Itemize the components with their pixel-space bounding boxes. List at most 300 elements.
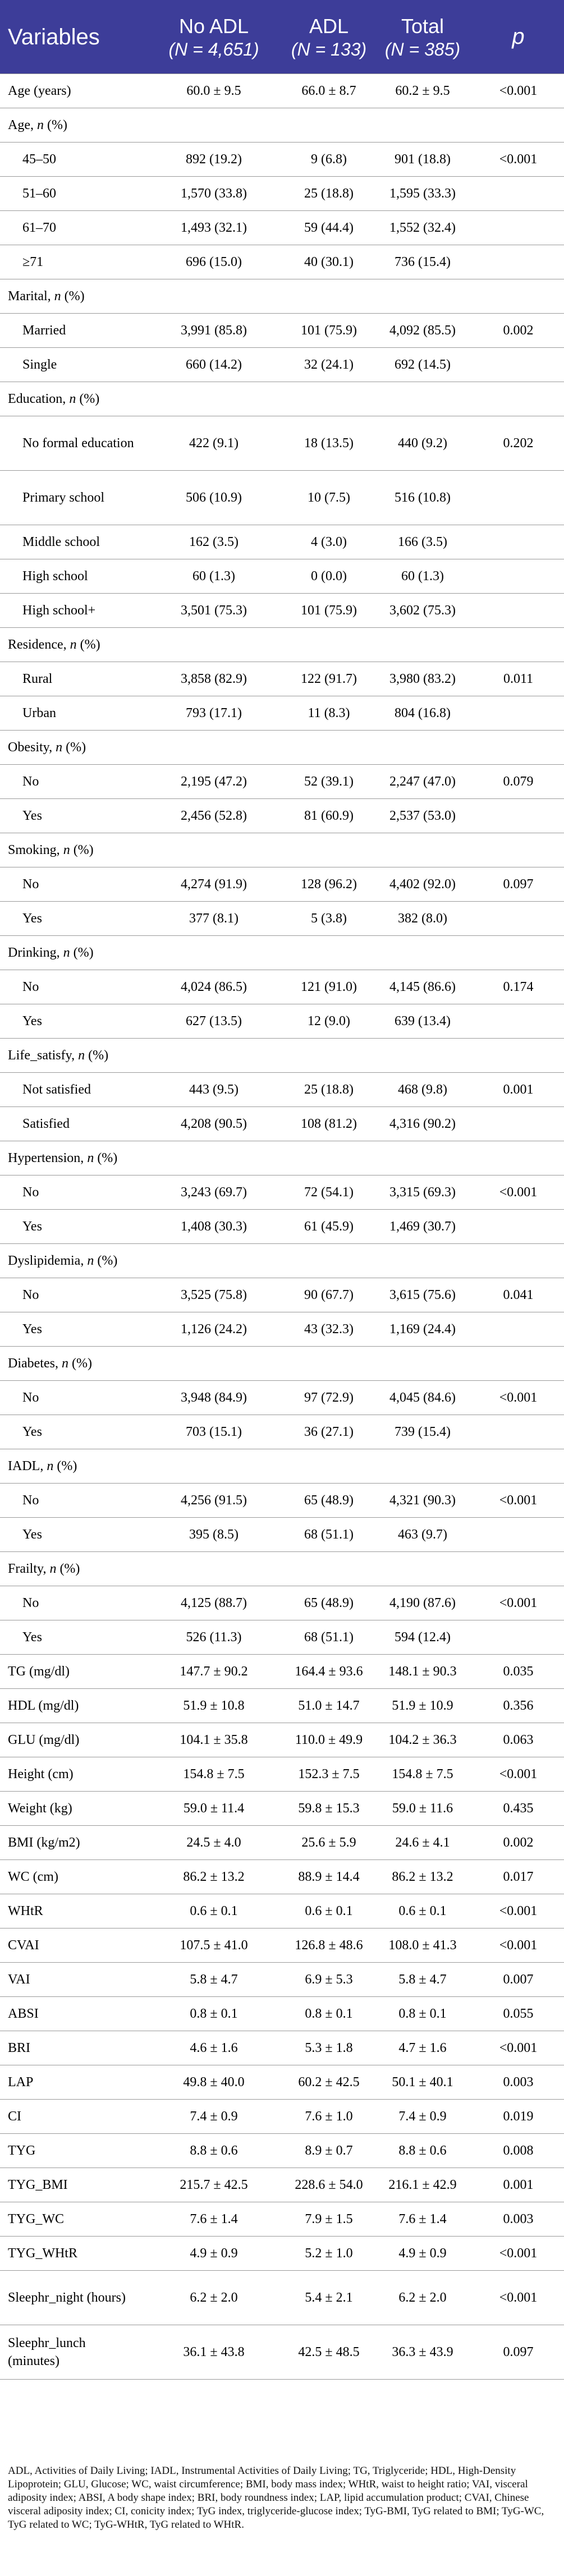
row-label: Yes	[0, 1004, 143, 1039]
row-label: Yes	[0, 1620, 143, 1655]
cell-adl: 88.9 ± 14.4	[285, 1860, 373, 1894]
table-row	[0, 696, 564, 731]
table-row	[0, 1484, 564, 1518]
header-adl	[285, 0, 373, 74]
cell-adl: 68 (51.1)	[285, 1518, 373, 1552]
header-total-n: (N = 385)	[384, 39, 461, 59]
cell-no-adl: 3,501 (75.3)	[143, 594, 285, 628]
row-label: No	[0, 1586, 143, 1620]
cell-adl: 36 (27.1)	[285, 1415, 373, 1449]
cell-no-adl: 3,948 (84.9)	[143, 1381, 285, 1415]
cell-adl: 121 (91.0)	[285, 970, 373, 1004]
section-label: Residence, n (%)	[0, 628, 564, 662]
table-row	[0, 143, 564, 177]
row-label: HDL (mg/dl)	[0, 1689, 143, 1723]
cell-total: 4.7 ± 1.6	[373, 2031, 473, 2065]
cell-adl: 65 (48.9)	[285, 1586, 373, 1620]
row-label: Yes	[0, 1415, 143, 1449]
cell-adl: 90 (67.7)	[285, 1278, 373, 1312]
table-row	[0, 1210, 564, 1244]
cell-p-value: 0.063	[473, 1723, 564, 1757]
cell-no-adl: 422 (9.1)	[143, 416, 285, 471]
cell-p-value: <0.001	[473, 1175, 564, 1210]
row-label: TYG_WC	[0, 2202, 143, 2237]
row-label: ≥71	[0, 245, 143, 279]
cell-total: 104.2 ± 36.3	[373, 1723, 473, 1757]
cell-p-value	[473, 902, 564, 936]
cell-total: 516 (10.8)	[373, 471, 473, 525]
table-row	[0, 1004, 564, 1039]
cell-adl: 59.8 ± 15.3	[285, 1792, 373, 1826]
cell-total: 50.1 ± 40.1	[373, 2065, 473, 2100]
cell-total: 5.8 ± 4.7	[373, 1963, 473, 1997]
row-label: BRI	[0, 2031, 143, 2065]
cell-p-value	[473, 525, 564, 559]
section-row	[0, 833, 564, 867]
section-row	[0, 1552, 564, 1586]
cell-p-value: 0.097	[473, 867, 564, 902]
cell-no-adl: 4.9 ± 0.9	[143, 2237, 285, 2271]
table-row	[0, 1928, 564, 1963]
cell-no-adl: 4,125 (88.7)	[143, 1586, 285, 1620]
cell-no-adl: 49.8 ± 40.0	[143, 2065, 285, 2100]
table-row	[0, 471, 564, 525]
cell-p-value: <0.001	[473, 1381, 564, 1415]
cell-p-value: <0.001	[473, 143, 564, 177]
cell-adl: 6.9 ± 5.3	[285, 1963, 373, 1997]
cell-adl: 126.8 ± 48.6	[285, 1928, 373, 1963]
cell-total: 6.2 ± 2.0	[373, 2271, 473, 2325]
section-label: Hypertension, n (%)	[0, 1141, 564, 1175]
table-row	[0, 2271, 564, 2325]
row-label: Yes	[0, 1312, 143, 1347]
cell-adl: 228.6 ± 54.0	[285, 2168, 373, 2202]
cell-no-adl: 1,570 (33.8)	[143, 177, 285, 211]
cell-p-value: 0.041	[473, 1278, 564, 1312]
cell-adl: 0.8 ± 0.1	[285, 1997, 373, 2031]
cell-total: 2,537 (53.0)	[373, 799, 473, 833]
cell-adl: 101 (75.9)	[285, 594, 373, 628]
cell-adl: 5.3 ± 1.8	[285, 2031, 373, 2065]
cell-no-adl: 395 (8.5)	[143, 1518, 285, 1552]
cell-p-value: 0.202	[473, 416, 564, 471]
table-row	[0, 211, 564, 245]
cell-no-adl: 86.2 ± 13.2	[143, 1860, 285, 1894]
table-row	[0, 2202, 564, 2237]
cell-p-value	[473, 1620, 564, 1655]
cell-adl: 25 (18.8)	[285, 1073, 373, 1107]
section-label: Life_satisfy, n (%)	[0, 1039, 564, 1073]
row-label: GLU (mg/dl)	[0, 1723, 143, 1757]
cell-total: 154.8 ± 7.5	[373, 1757, 473, 1792]
section-row	[0, 936, 564, 970]
cell-adl: 81 (60.9)	[285, 799, 373, 833]
cell-no-adl: 60 (1.3)	[143, 559, 285, 594]
cell-total: 3,980 (83.2)	[373, 662, 473, 696]
row-label: Sleephr_night (hours)	[0, 2271, 143, 2325]
cell-no-adl: 4,208 (90.5)	[143, 1107, 285, 1141]
row-label: ABSI	[0, 1997, 143, 2031]
cell-p-value: 0.017	[473, 1860, 564, 1894]
row-label: No	[0, 1484, 143, 1518]
cell-p-value: <0.001	[473, 1586, 564, 1620]
cell-adl: 0.6 ± 0.1	[285, 1894, 373, 1928]
section-row	[0, 279, 564, 314]
cell-adl: 164.4 ± 93.6	[285, 1655, 373, 1689]
cell-total: 4,402 (92.0)	[373, 867, 473, 902]
cell-adl: 5.4 ± 2.1	[285, 2271, 373, 2325]
cell-no-adl: 24.5 ± 4.0	[143, 1826, 285, 1860]
cell-adl: 4 (3.0)	[285, 525, 373, 559]
cell-total: 4,092 (85.5)	[373, 314, 473, 348]
cell-total: 8.8 ± 0.6	[373, 2134, 473, 2168]
header-p-label: p	[512, 24, 525, 49]
cell-adl: 59 (44.4)	[285, 211, 373, 245]
cell-total: 440 (9.2)	[373, 416, 473, 471]
cell-no-adl: 526 (11.3)	[143, 1620, 285, 1655]
table-row	[0, 1792, 564, 1826]
cell-p-value: 0.011	[473, 662, 564, 696]
cell-total: 901 (18.8)	[373, 143, 473, 177]
cell-p-value: 0.002	[473, 1826, 564, 1860]
table-row	[0, 1860, 564, 1894]
cell-p-value: 0.356	[473, 1689, 564, 1723]
cell-adl: 32 (24.1)	[285, 348, 373, 382]
table-footnote: ADL, Activities of Daily Living; IADL, Instrumental Activities of Daily Living; TG, Triglyceride; HDL, High-Density Lipoprotein; GLU, Glucose; WC, waist circumference; BMI, body mass index; WHtR, waist to height ratio; VAI, visceral adiposity index; ABSI, A body shape index; BRI, body roundness index; LAP, lipid accumulation product; CVAI, Chinese visceral adiposity index; CI, conicity index; TyG index, triglyceride-glucose index; TyG-BMI, TyG related to BMI; TyG-WC, TyG related to WC; TyG-WHtR, TyG related to WHtR.	[8, 2465, 544, 2531]
row-label: TG (mg/dl)	[0, 1655, 143, 1689]
table-body	[0, 74, 564, 2380]
cell-adl: 152.3 ± 7.5	[285, 1757, 373, 1792]
cell-p-value: 0.007	[473, 1963, 564, 1997]
cell-no-adl: 2,456 (52.8)	[143, 799, 285, 833]
row-label: LAP	[0, 2065, 143, 2100]
cell-no-adl: 506 (10.9)	[143, 471, 285, 525]
cell-adl: 8.9 ± 0.7	[285, 2134, 373, 2168]
cell-total: 804 (16.8)	[373, 696, 473, 731]
table-row	[0, 2168, 564, 2202]
cell-p-value: 0.174	[473, 970, 564, 1004]
cell-no-adl: 7.6 ± 1.4	[143, 2202, 285, 2237]
table-row	[0, 1757, 564, 1792]
cell-p-value: <0.001	[473, 74, 564, 108]
table-row	[0, 1107, 564, 1141]
header-no-adl-label: No ADL	[178, 14, 249, 38]
cell-total: 148.1 ± 90.3	[373, 1655, 473, 1689]
row-label: Height (cm)	[0, 1757, 143, 1792]
cell-total: 4,045 (84.6)	[373, 1381, 473, 1415]
cell-no-adl: 696 (15.0)	[143, 245, 285, 279]
row-label: Single	[0, 348, 143, 382]
header-no-adl-n: (N = 4,651)	[168, 39, 259, 59]
cell-adl: 128 (96.2)	[285, 867, 373, 902]
cell-no-adl: 5.8 ± 4.7	[143, 1963, 285, 1997]
cell-adl: 25 (18.8)	[285, 177, 373, 211]
table-row	[0, 348, 564, 382]
cell-p-value	[473, 245, 564, 279]
row-label: 45–50	[0, 143, 143, 177]
table-row	[0, 1723, 564, 1757]
table-row	[0, 1175, 564, 1210]
cell-p-value	[473, 348, 564, 382]
cell-total: 594 (12.4)	[373, 1620, 473, 1655]
table-row	[0, 416, 564, 471]
cell-no-adl: 3,991 (85.8)	[143, 314, 285, 348]
row-label: Sleephr_lunch (minutes)	[0, 2325, 143, 2380]
cell-total: 4,145 (86.6)	[373, 970, 473, 1004]
cell-adl: 110.0 ± 49.9	[285, 1723, 373, 1757]
cell-no-adl: 6.2 ± 2.0	[143, 2271, 285, 2325]
cell-adl: 42.5 ± 48.5	[285, 2325, 373, 2380]
row-label: WC (cm)	[0, 1860, 143, 1894]
row-label: No formal education	[0, 416, 143, 471]
table-row	[0, 245, 564, 279]
cell-p-value	[473, 177, 564, 211]
cell-total: 1,469 (30.7)	[373, 1210, 473, 1244]
cell-adl: 5.2 ± 1.0	[285, 2237, 373, 2271]
cell-adl: 7.9 ± 1.5	[285, 2202, 373, 2237]
row-label: Yes	[0, 902, 143, 936]
cell-total: 60 (1.3)	[373, 559, 473, 594]
header-p	[473, 0, 564, 74]
row-label: Weight (kg)	[0, 1792, 143, 1826]
cell-total: 0.6 ± 0.1	[373, 1894, 473, 1928]
cell-p-value: 0.035	[473, 1655, 564, 1689]
cell-total: 463 (9.7)	[373, 1518, 473, 1552]
section-row	[0, 1141, 564, 1175]
cell-adl: 11 (8.3)	[285, 696, 373, 731]
cell-no-adl: 892 (19.2)	[143, 143, 285, 177]
cell-no-adl: 1,493 (32.1)	[143, 211, 285, 245]
cell-p-value	[473, 1518, 564, 1552]
table-row	[0, 799, 564, 833]
cell-no-adl: 660 (14.2)	[143, 348, 285, 382]
row-label: Primary school	[0, 471, 143, 525]
row-label: VAI	[0, 1963, 143, 1997]
cell-total: 736 (15.4)	[373, 245, 473, 279]
table-row	[0, 2325, 564, 2380]
cell-p-value: <0.001	[473, 1757, 564, 1792]
table-row	[0, 1518, 564, 1552]
row-label: High school	[0, 559, 143, 594]
table-row	[0, 594, 564, 628]
cell-total: 639 (13.4)	[373, 1004, 473, 1039]
section-row	[0, 731, 564, 765]
cell-p-value: 0.003	[473, 2065, 564, 2100]
cell-total: 4,316 (90.2)	[373, 1107, 473, 1141]
row-label: TYG_WHtR	[0, 2237, 143, 2271]
table-row	[0, 2100, 564, 2134]
cell-p-value: 0.003	[473, 2202, 564, 2237]
header-no-adl	[143, 0, 285, 74]
cell-p-value	[473, 1312, 564, 1347]
row-label: Yes	[0, 1518, 143, 1552]
table-row	[0, 1586, 564, 1620]
section-label: Obesity, n (%)	[0, 731, 564, 765]
row-label: Middle school	[0, 525, 143, 559]
table-row	[0, 74, 564, 108]
cell-p-value: <0.001	[473, 2237, 564, 2271]
cell-total: 3,315 (69.3)	[373, 1175, 473, 1210]
section-row	[0, 628, 564, 662]
section-label: Dyslipidemia, n (%)	[0, 1244, 564, 1278]
row-label: Rural	[0, 662, 143, 696]
cell-total: 3,615 (75.6)	[373, 1278, 473, 1312]
cell-adl: 60.2 ± 42.5	[285, 2065, 373, 2100]
cell-no-adl: 59.0 ± 11.4	[143, 1792, 285, 1826]
cell-total: 24.6 ± 4.1	[373, 1826, 473, 1860]
cell-p-value: 0.097	[473, 2325, 564, 2380]
table-row	[0, 314, 564, 348]
cell-total: 1,595 (33.3)	[373, 177, 473, 211]
table-row	[0, 1312, 564, 1347]
table-header	[0, 0, 564, 74]
row-label: Married	[0, 314, 143, 348]
cell-no-adl: 4.6 ± 1.6	[143, 2031, 285, 2065]
header-total-label: Total	[401, 14, 444, 38]
cell-adl: 61 (45.9)	[285, 1210, 373, 1244]
table-row	[0, 1963, 564, 1997]
header-adl-label: ADL	[309, 14, 349, 38]
cell-total: 86.2 ± 13.2	[373, 1860, 473, 1894]
cell-adl: 68 (51.1)	[285, 1620, 373, 1655]
cell-adl: 65 (48.9)	[285, 1484, 373, 1518]
cell-no-adl: 107.5 ± 41.0	[143, 1928, 285, 1963]
section-row	[0, 1347, 564, 1381]
table-row	[0, 1997, 564, 2031]
cell-adl: 9 (6.8)	[285, 143, 373, 177]
cell-no-adl: 162 (3.5)	[143, 525, 285, 559]
header-adl-n: (N = 133)	[291, 39, 367, 59]
row-label: CI	[0, 2100, 143, 2134]
cell-adl: 72 (54.1)	[285, 1175, 373, 1210]
row-label: No	[0, 765, 143, 799]
cell-no-adl: 4,274 (91.9)	[143, 867, 285, 902]
table-row	[0, 1073, 564, 1107]
cell-total: 166 (3.5)	[373, 525, 473, 559]
cell-adl: 52 (39.1)	[285, 765, 373, 799]
cell-no-adl: 1,408 (30.3)	[143, 1210, 285, 1244]
row-label: BMI (kg/m2)	[0, 1826, 143, 1860]
cell-p-value: 0.001	[473, 2168, 564, 2202]
table-row	[0, 1655, 564, 1689]
table-row	[0, 2031, 564, 2065]
section-label: Education, n (%)	[0, 382, 564, 416]
cell-p-value	[473, 1004, 564, 1039]
row-label: TYG_BMI	[0, 2168, 143, 2202]
cell-no-adl: 2,195 (47.2)	[143, 765, 285, 799]
cell-p-value: 0.002	[473, 314, 564, 348]
cell-no-adl: 627 (13.5)	[143, 1004, 285, 1039]
cell-total: 468 (9.8)	[373, 1073, 473, 1107]
table-row	[0, 1278, 564, 1312]
table-row	[0, 1826, 564, 1860]
cell-adl: 97 (72.9)	[285, 1381, 373, 1415]
table-row	[0, 867, 564, 902]
section-row	[0, 1244, 564, 1278]
cell-p-value	[473, 471, 564, 525]
cell-no-adl: 4,256 (91.5)	[143, 1484, 285, 1518]
header-total	[373, 0, 473, 74]
row-label: TYG	[0, 2134, 143, 2168]
row-label: 61–70	[0, 211, 143, 245]
cell-p-value: <0.001	[473, 1928, 564, 1963]
cell-total: 382 (8.0)	[373, 902, 473, 936]
cell-no-adl: 215.7 ± 42.5	[143, 2168, 285, 2202]
cell-p-value	[473, 211, 564, 245]
cell-total: 692 (14.5)	[373, 348, 473, 382]
section-row	[0, 1449, 564, 1484]
cell-adl: 101 (75.9)	[285, 314, 373, 348]
cell-no-adl: 8.8 ± 0.6	[143, 2134, 285, 2168]
table-row	[0, 1620, 564, 1655]
cell-total: 4,321 (90.3)	[373, 1484, 473, 1518]
cell-total: 739 (15.4)	[373, 1415, 473, 1449]
cell-adl: 0 (0.0)	[285, 559, 373, 594]
cell-total: 4,190 (87.6)	[373, 1586, 473, 1620]
cell-p-value: <0.001	[473, 1894, 564, 1928]
section-label: Diabetes, n (%)	[0, 1347, 564, 1381]
cell-total: 108.0 ± 41.3	[373, 1928, 473, 1963]
cell-p-value	[473, 1107, 564, 1141]
cell-total: 4.9 ± 0.9	[373, 2237, 473, 2271]
cell-p-value: 0.008	[473, 2134, 564, 2168]
cell-no-adl: 36.1 ± 43.8	[143, 2325, 285, 2380]
cell-no-adl: 3,525 (75.8)	[143, 1278, 285, 1312]
cell-p-value: 0.001	[473, 1073, 564, 1107]
table-row	[0, 1894, 564, 1928]
header-variables: Variables	[0, 0, 143, 74]
cell-no-adl: 0.8 ± 0.1	[143, 1997, 285, 2031]
cell-adl: 43 (32.3)	[285, 1312, 373, 1347]
cell-no-adl: 1,126 (24.2)	[143, 1312, 285, 1347]
table-row	[0, 970, 564, 1004]
table-row	[0, 902, 564, 936]
row-label: 51–60	[0, 177, 143, 211]
cell-p-value	[473, 559, 564, 594]
section-row	[0, 1039, 564, 1073]
cell-no-adl: 377 (8.1)	[143, 902, 285, 936]
table-row	[0, 559, 564, 594]
cell-total: 36.3 ± 43.9	[373, 2325, 473, 2380]
cell-adl: 51.0 ± 14.7	[285, 1689, 373, 1723]
cell-p-value: 0.435	[473, 1792, 564, 1826]
cell-p-value: 0.019	[473, 2100, 564, 2134]
table-row	[0, 177, 564, 211]
row-label: Satisfied	[0, 1107, 143, 1141]
cell-adl: 66.0 ± 8.7	[285, 74, 373, 108]
cell-no-adl: 703 (15.1)	[143, 1415, 285, 1449]
table-row	[0, 525, 564, 559]
cell-p-value: 0.055	[473, 1997, 564, 2031]
cell-total: 7.4 ± 0.9	[373, 2100, 473, 2134]
cell-p-value	[473, 799, 564, 833]
row-label: Yes	[0, 1210, 143, 1244]
row-label: Yes	[0, 799, 143, 833]
row-label: No	[0, 1278, 143, 1312]
cell-p-value	[473, 696, 564, 731]
cell-total: 0.8 ± 0.1	[373, 1997, 473, 2031]
section-label: Marital, n (%)	[0, 279, 564, 314]
table-row	[0, 1381, 564, 1415]
table-row	[0, 662, 564, 696]
cell-total: 60.2 ± 9.5	[373, 74, 473, 108]
row-label: CVAI	[0, 1928, 143, 1963]
cell-adl: 40 (30.1)	[285, 245, 373, 279]
cell-p-value	[473, 1210, 564, 1244]
cell-no-adl: 104.1 ± 35.8	[143, 1723, 285, 1757]
section-row	[0, 382, 564, 416]
cell-adl: 12 (9.0)	[285, 1004, 373, 1039]
